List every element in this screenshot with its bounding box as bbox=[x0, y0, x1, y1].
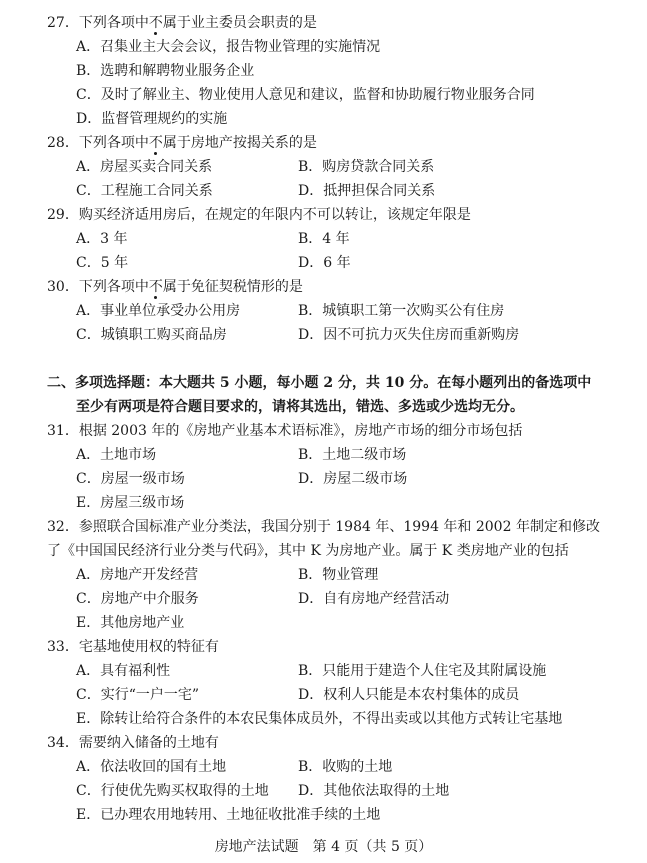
question-32-stem: 32．参照联合国标准产业分类法，我国分别于 1984 年、1994 年和 2002 年制定和修改 bbox=[47, 519, 600, 535]
q31-option-b: B．土地二级市场 bbox=[298, 447, 407, 463]
q32-option-c: C．房地产中介服务 bbox=[76, 591, 199, 607]
question-29-stem: 29．购买经济适用房后，在规定的年限内不可以转让，该规定年限是 bbox=[47, 207, 471, 223]
q32-option-a: A．房地产开发经营 bbox=[76, 567, 199, 583]
q28-option-b: B．购房贷款合同关系 bbox=[298, 159, 435, 175]
section-2-instructions: 至少有两项是符合题目要求的，请将其选出，错选、多选或少选均无分。 bbox=[76, 399, 524, 415]
section-2-heading: 二、多项选择题：本大题共 5 小题，每小题 2 分，共 10 分。在每小题列出的备选项中 bbox=[47, 375, 592, 391]
q30-option-c: C．城镇职工购买商品房 bbox=[76, 327, 227, 343]
q31-option-e: E．房屋三级市场 bbox=[76, 495, 185, 511]
question-34-stem: 34．需要纳入储备的土地有 bbox=[47, 735, 219, 751]
q29-option-d: D．6 年 bbox=[298, 255, 351, 271]
q27-option-a: A．召集业主大会会议，报告物业管理的实施情况 bbox=[76, 39, 381, 55]
question-27-stem bbox=[47, 14, 317, 32]
q32-option-b: B．物业管理 bbox=[298, 567, 379, 583]
q30-option-a: A．事业单位承受办公用房 bbox=[76, 303, 241, 319]
q28-option-d: D．抵押担保合同关系 bbox=[298, 183, 436, 199]
q30-option-d: D．因不可抗力灭失住房而重新购房 bbox=[298, 327, 520, 343]
emphasis-mark: 不 bbox=[148, 279, 163, 295]
emphasis-mark: 不 bbox=[148, 15, 163, 31]
q28-option-a: A．房屋买卖合同关系 bbox=[76, 159, 213, 175]
question-33-stem: 33．宅基地使用权的特征有 bbox=[47, 639, 219, 655]
q29-option-b: B．4 年 bbox=[298, 231, 350, 247]
question-30-stem bbox=[47, 278, 303, 296]
q31-option-d: D．房屋二级市场 bbox=[298, 471, 408, 487]
q27-option-d: D．监督管理规约的实施 bbox=[76, 111, 228, 127]
q34-option-d: D．其他依法取得的土地 bbox=[298, 783, 450, 799]
stem-text: 28．下列各项中 bbox=[47, 135, 149, 151]
q27-option-b: B．选聘和解聘物业服务企业 bbox=[76, 63, 255, 79]
q29-option-c: C．5 年 bbox=[76, 255, 129, 271]
stem-text: 30．下列各项中 bbox=[47, 279, 149, 295]
q27-option-c: C．及时了解业主、物业使用人意见和建议，监督和协助履行物业服务合同 bbox=[76, 87, 535, 103]
question-31-stem: 31．根据 2003 年的《房地产业基本术语标准》，房地产市场的细分市场包括 bbox=[47, 423, 523, 439]
stem-text: 属于房地产按揭关系的是 bbox=[162, 135, 317, 151]
page-footer: 房地产法试题 第 4 页（共 5 页） bbox=[214, 839, 433, 855]
q34-option-c: C．行使优先购买权取得的土地 bbox=[76, 783, 269, 799]
q33-option-a: A．具有福利性 bbox=[76, 663, 171, 679]
q33-option-b: B．只能用于建造个人住宅及其附属设施 bbox=[298, 663, 547, 679]
q34-option-e: E．已办理农用地转用、土地征收批准手续的土地 bbox=[76, 807, 381, 823]
q34-option-b: B．收购的土地 bbox=[298, 759, 393, 775]
q28-option-c: C．工程施工合同关系 bbox=[76, 183, 213, 199]
q33-option-e: E．除转让给符合条件的本农民集体成员外，不得出卖或以其他方式转让宅基地 bbox=[76, 711, 563, 727]
emphasis-mark: 不 bbox=[148, 135, 163, 151]
q31-option-c: C．房屋一级市场 bbox=[76, 471, 185, 487]
question-32-stem-cont: 了《中国国民经济行业分类与代码》，其中 K 为房地产业。属于 K 类房地产业的包括 bbox=[47, 543, 569, 559]
q33-option-c: C．实行“一户一宅” bbox=[76, 687, 200, 703]
q31-option-a: A．土地市场 bbox=[76, 447, 157, 463]
q29-option-a: A．3 年 bbox=[76, 231, 128, 247]
q34-option-a: A．依法收回的国有土地 bbox=[76, 759, 227, 775]
stem-text: 属于免征契税情形的是 bbox=[162, 279, 303, 295]
q33-option-d: D．权利人只能是本农村集体的成员 bbox=[298, 687, 520, 703]
q30-option-b: B．城镇职工第一次购买公有住房 bbox=[298, 303, 505, 319]
stem-text: 27．下列各项中 bbox=[47, 15, 149, 31]
question-28-stem bbox=[47, 134, 317, 152]
q32-option-e: E．其他房地产业 bbox=[76, 615, 185, 631]
stem-text: 属于业主委员会职责的是 bbox=[162, 15, 317, 31]
q32-option-d: D．自有房地产经营活动 bbox=[298, 591, 450, 607]
